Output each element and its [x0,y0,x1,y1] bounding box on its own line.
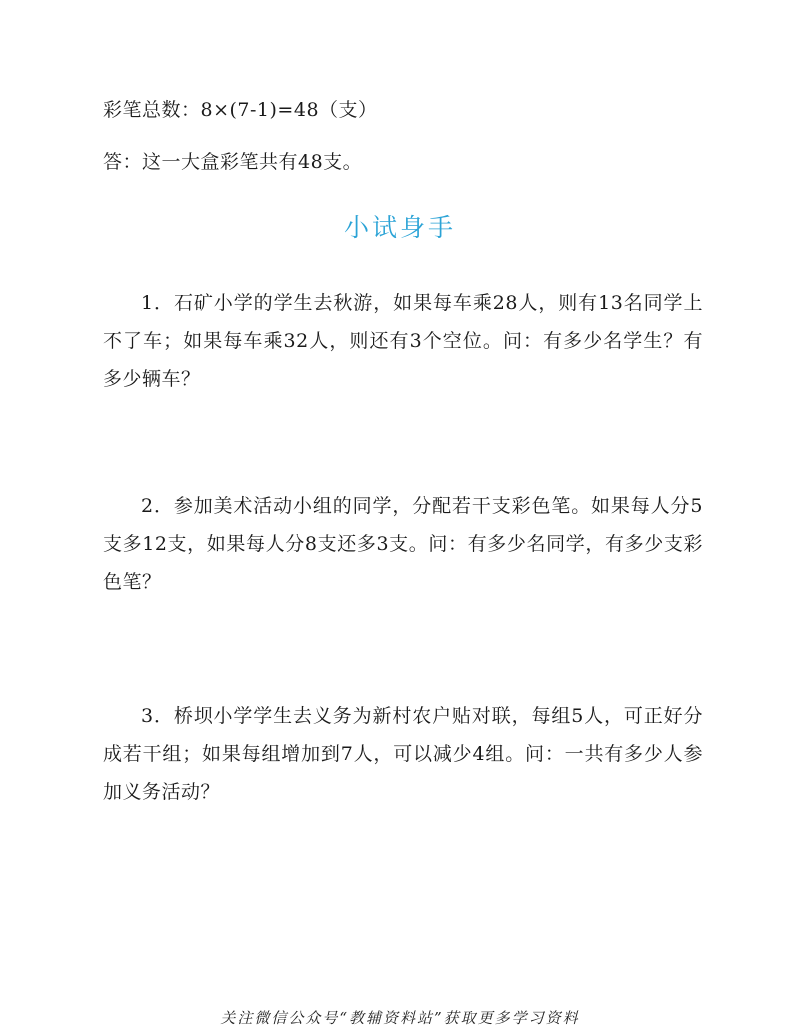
solution-total-line: 彩笔总数：8×(7-1)=48（支） [103,99,378,121]
question-3: 3．桥坝小学学生去义务为新村农户贴对联，每组5人，可正好分成若干组；如果每组增加到7人，可以减少4组。问：一共有多少人参加义务活动？ [103,705,703,803]
question-2: 2．参加美术活动小组的同学，分配若干支彩色笔。如果每人分5支多12支，如果每人分8支还多3支。问：有多少名同学，有多少支彩色笔？ [103,495,703,593]
question-1: 1．石矿小学的学生去秋游，如果每车乘28人，则有13名同学上不了车；如果每车乘32人，则还有3个空位。问：有多少名学生？有多少辆车？ [103,292,703,390]
footer-note: 关注微信公众号“教辅资料站”获取更多学习资料 [220,1009,580,1027]
section-title: 小试身手 [343,213,456,242]
solution-answer-line: 答：这一大盒彩笔共有48支。 [103,151,363,173]
